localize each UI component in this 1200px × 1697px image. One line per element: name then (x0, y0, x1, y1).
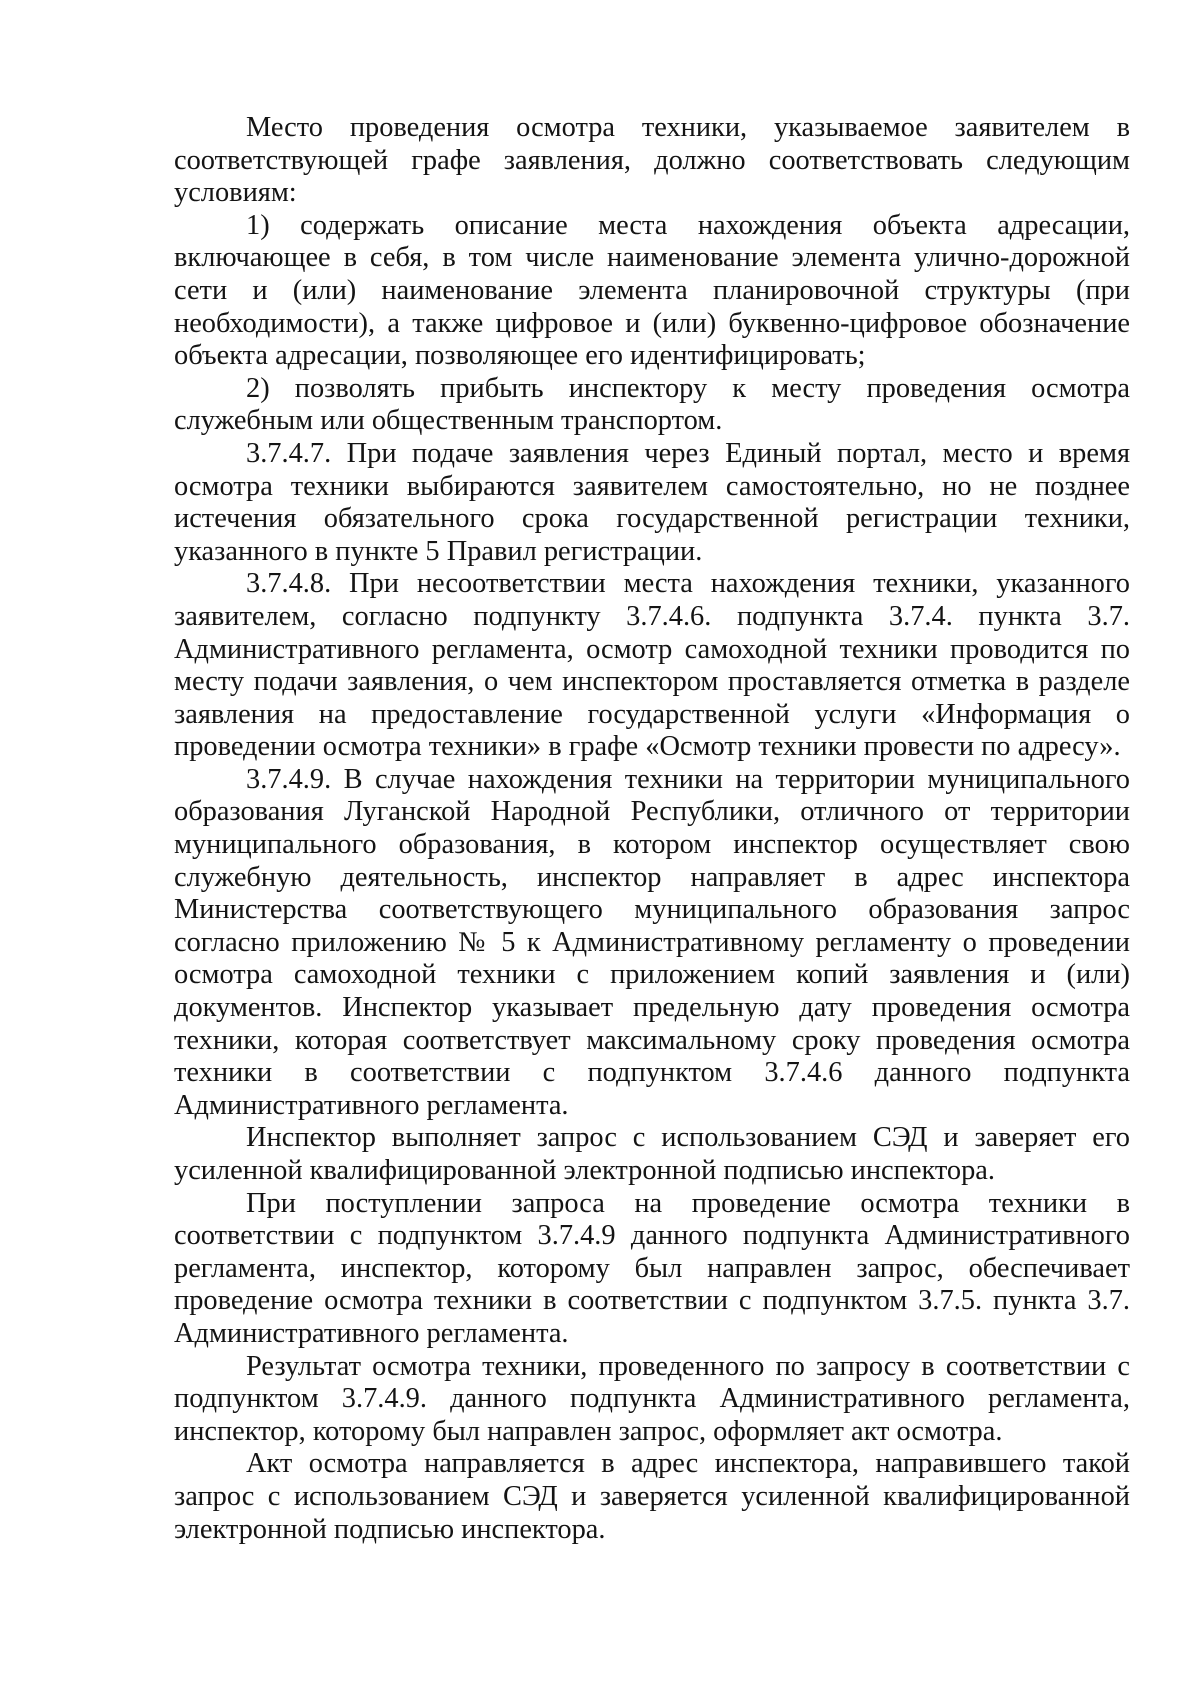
paragraph-3-7-4-7: 3.7.4.7. При подаче заявления через Единый портал, место и время осмотра техники выбираются заявителем самостоятельно, но не позднее истечения обязательного срока государственной регистрации техники, указанного в пункте 5 Правил регистрации. (174, 437, 1130, 567)
paragraph-inspection-result-act: Результат осмотра техники, проведенного по запросу в соответствии с подпунктом 3.7.4.9. данного подпункта Административного регламента, инспектор, которому был направлен запрос, оформляет акт осмотра. (174, 1350, 1130, 1447)
paragraph-act-sending: Акт осмотра направляется в адрес инспектора, направившего такой запрос с использованием СЭД и заверяется усиленной квалифицированной электронной подписью инспектора. (174, 1448, 1130, 1545)
paragraph-condition-1-address-description: 1) содержать описание места нахождения объекта адресации, включающее в себя, в том числе наименование элемента улично-дорожной сети и (или) наименование элемента планировочной структуры (при необходимости), а также цифровое и (или) буквенно-цифровое обозначение объекта адресации, позволяющее его идентифицировать; (174, 209, 1130, 372)
paragraph-inspector-request-signature: Инспектор выполняет запрос с использованием СЭД и заверяет его усиленной квалифицированной электронной подписью инспектора. (174, 1122, 1130, 1186)
paragraph-3-7-4-9: 3.7.4.9. В случае нахождения техники на территории муниципального образования Луганской Народной Республики, отличного от территории муниципального образования, в котором инспектор осуществляет свою служебную деятельность, инспектор направляет в адрес инспектора Министерства соответствующего муниципального образования запрос согласно приложению № 5 к Административному регламенту о проведении осмотра самоходной техники с приложением копий заявления и (или) документов. Инспектор указывает предельную дату проведения осмотра техники, которая соответствует максимальному сроку проведения осмотра техники в соответствии с подпунктом 3.7.4.6 данного подпункта Административного регламента. (174, 763, 1130, 1121)
paragraph-3-7-4-8: 3.7.4.8. При несоответствии места нахождения техники, указанного заявителем, согласно подпункту 3.7.4.6. подпункта 3.7.4. пункта 3.7. Административного регламента, осмотр самоходной техники проводится по месту подачи заявления, о чем инспектором проставляется отметка в разделе заявления на предоставление государственной услуги «Информация о проведении осмотра техники» в графе «Осмотр техники провести по адресу». (174, 568, 1130, 763)
paragraph-inspection-place-conditions: Место проведения осмотра техники, указываемое заявителем в соответствующей графе заявления, должно соответствовать следующим условиям: (174, 112, 1130, 209)
document-body (174, 112, 1130, 1546)
paragraph-condition-2-transport-access: 2) позволять прибыть инспектору к месту проведения осмотра служебным или общественным транспортом. (174, 372, 1130, 437)
paragraph-request-receipt: При поступлении запроса на проведение осмотра техники в соответствии с подпунктом 3.7.4.9 данного подпункта Административного регламента, инспектор, которому был направлен запрос, обеспечивает проведение осмотра техники в соответствии с подпунктом 3.7.5. пункта 3.7. Административного регламента. (174, 1187, 1130, 1349)
